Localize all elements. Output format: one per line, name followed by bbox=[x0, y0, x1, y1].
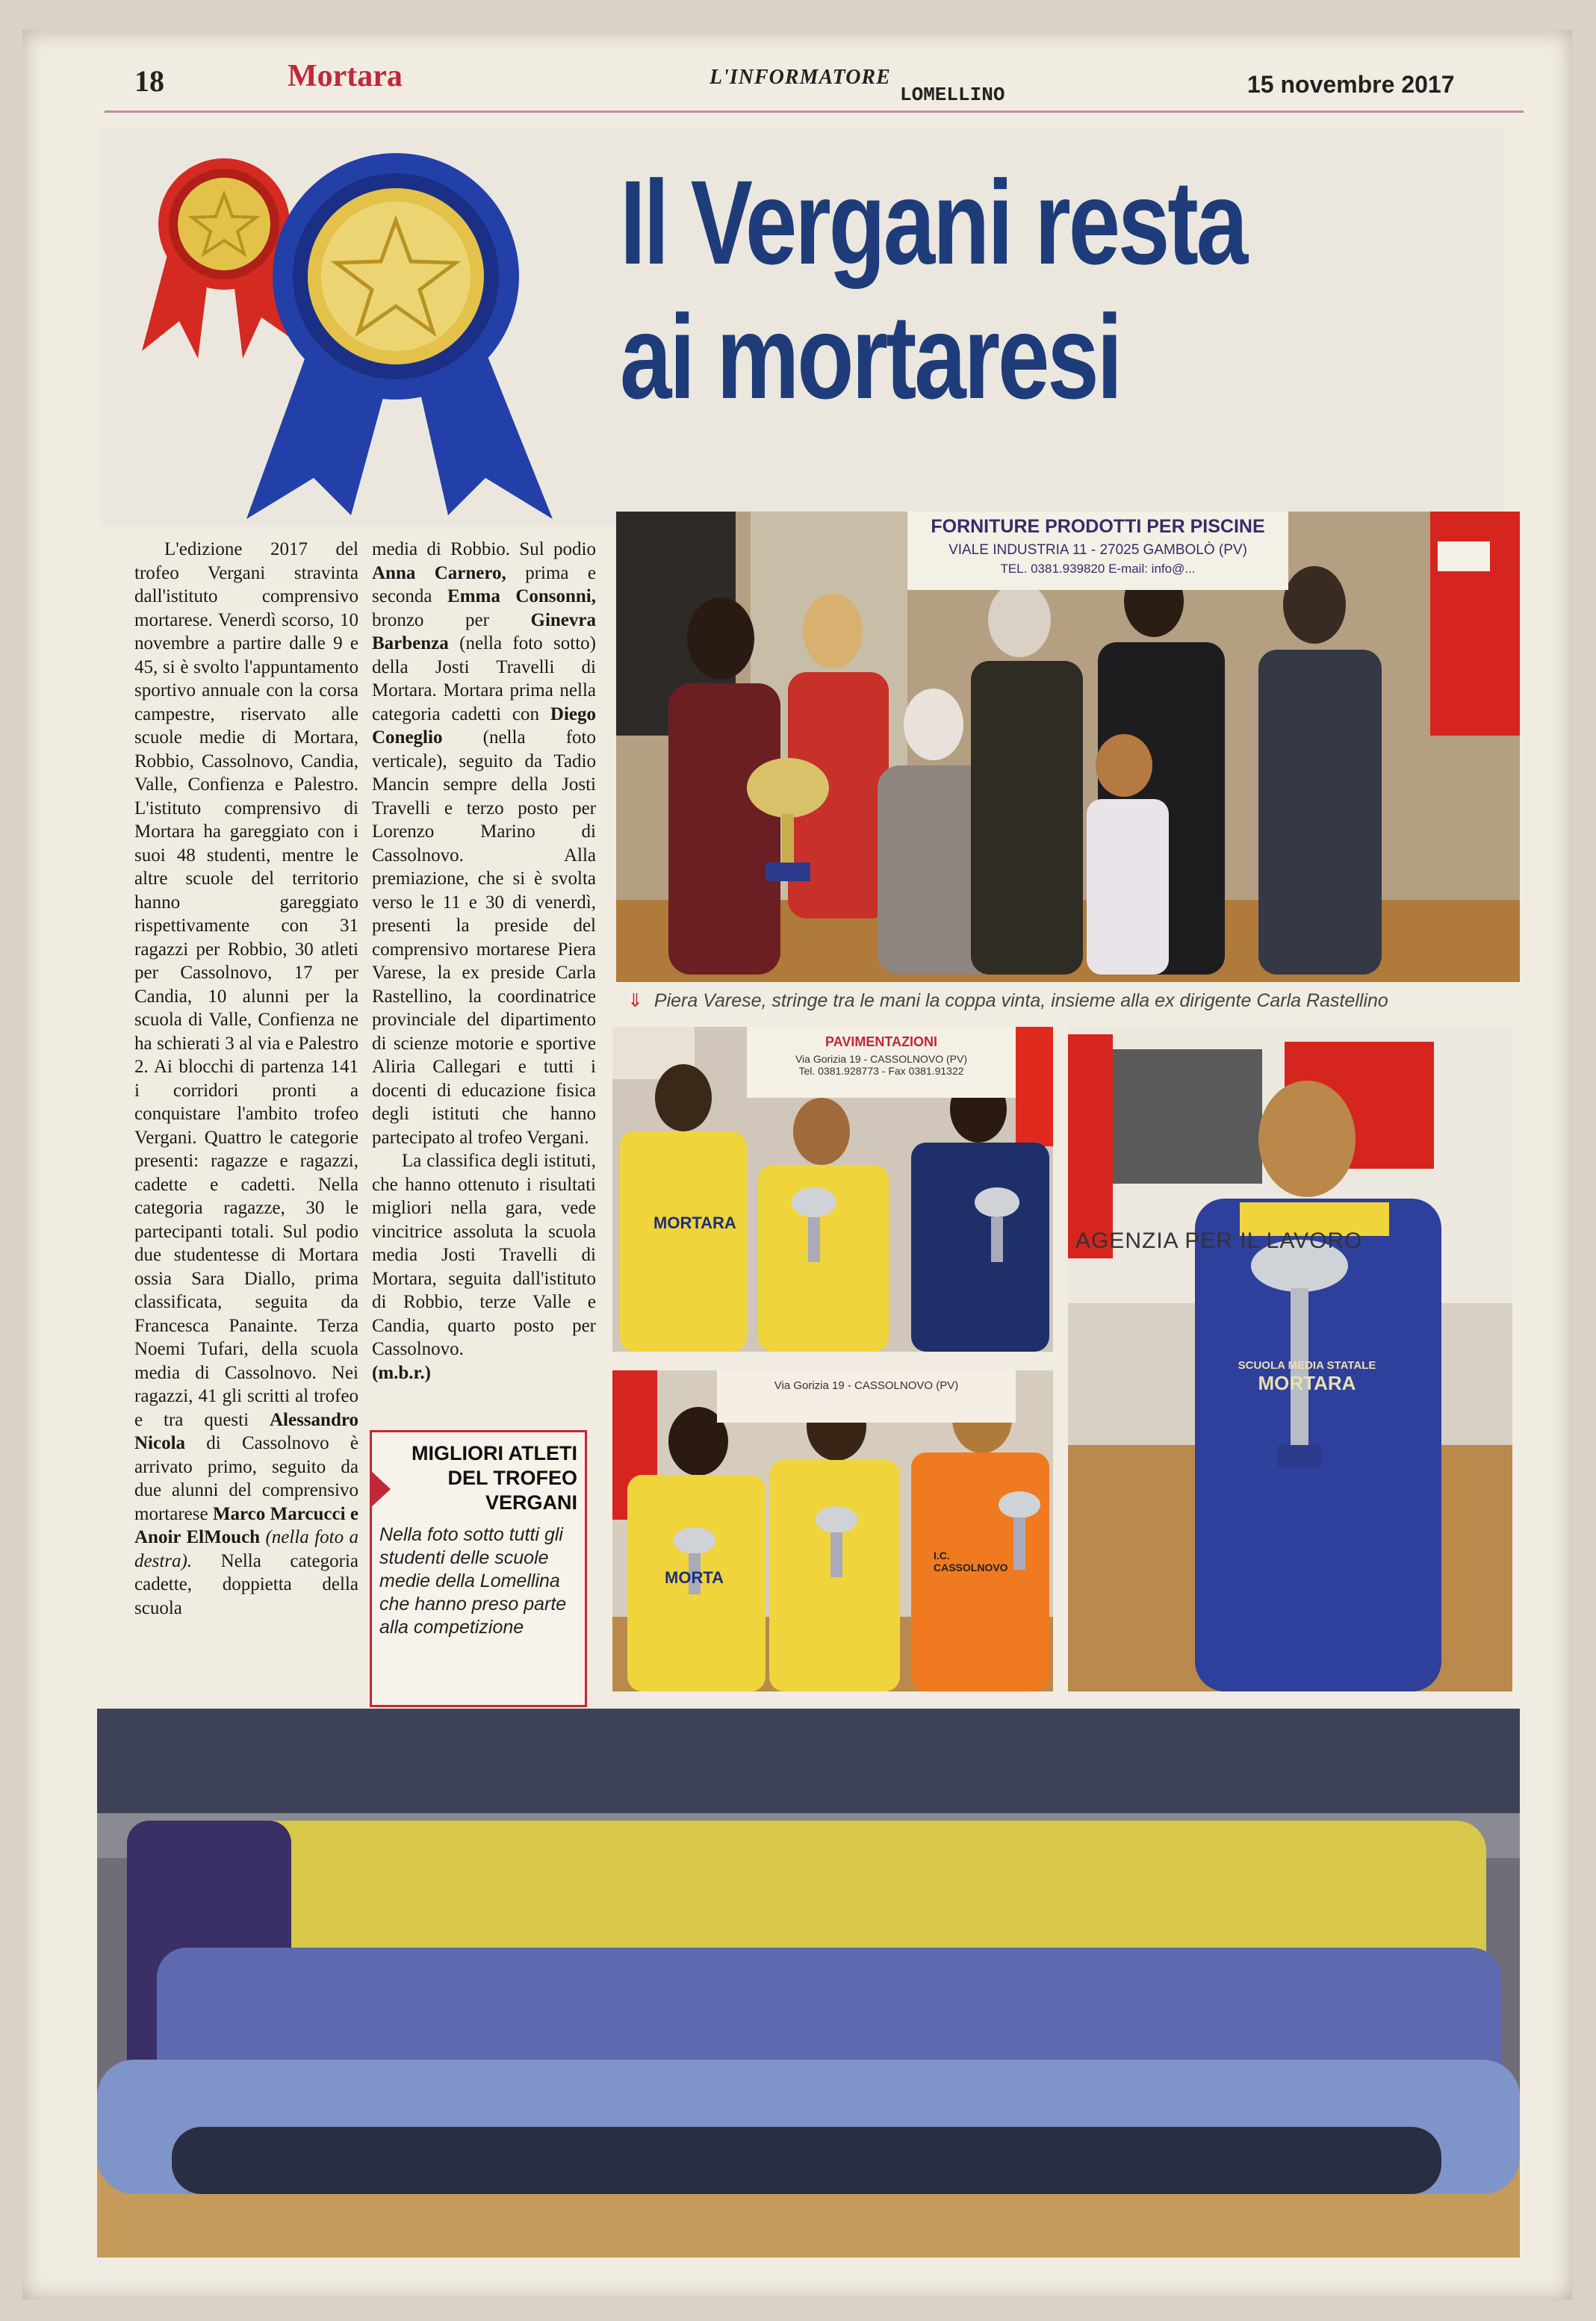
masthead-line2: LOMELLINO bbox=[900, 84, 1005, 106]
photo-boys-podium bbox=[612, 1370, 1053, 1691]
newspaper-page bbox=[22, 30, 1572, 2300]
jersey-text: I.C. CASSOLNOVO bbox=[934, 1550, 1008, 1573]
award-ribbons-illustration bbox=[97, 127, 605, 530]
sponsor-banner: Via Gorizia 19 - CASSOLNOVO (PV) bbox=[717, 1370, 1016, 1423]
article-col1-text3: Nella categoria cadette, doppietta della scuola bbox=[134, 1550, 358, 1618]
jersey-text: MORTARA bbox=[653, 1214, 736, 1232]
photo-award-ceremony bbox=[616, 512, 1520, 982]
article-col1-text2: di Cassolnovo è arrivato primo, seguito da due alunni del comprensivo mortarese bbox=[134, 1433, 359, 1524]
article-column-2 bbox=[372, 538, 596, 1385]
article-col2-text3: bronzo per bbox=[372, 609, 489, 630]
sidebar-text: Nella foto sotto tutti gli studenti delle scuole medie della Lomellina che hanno preso parte alla competizione bbox=[379, 1524, 567, 1638]
athlete-name: Anna Carnero, bbox=[372, 562, 506, 583]
large-blue-rosette-icon bbox=[246, 153, 553, 519]
athlete-name: Alessandro Nicola bbox=[134, 1409, 358, 1453]
page-header bbox=[22, 30, 1572, 119]
headline-line1: Il Vergani resta bbox=[620, 155, 1246, 289]
article-col2-text1: media di Robbio. Sul podio bbox=[372, 539, 596, 559]
jersey-line2: MORTARA bbox=[1258, 1372, 1356, 1394]
athlete-name: Ginevra Barbenza bbox=[372, 609, 596, 653]
article-col1-text: L'edizione 2017 del trofeo Vergani stravinta dall'istituto comprensivo mortarese. Venerdì scorso, 10 novembre a partire dalle 9 e 45, si è svolto l'appuntamento sportivo annuale con la corsa campestre, riservato alle scuole medie di Mortara, Robbio, Cassolnovo, Candia, Valle, Confienza e Palestro. L'istituto comprensivo di Mortara ha gareggiato con i suoi 48 studenti, mentre le altre scuole del territorio hanno gareggiato rispettivamente con 31 ragazzi per Robbio, 30 atleti per Cassolnovo, 17 per Candia, 10 alunni per la scuola di Valle, Confienza ne ha schierati 3 al via e Palestro 2. Ai blocchi di partenza 141 i corridori pronti a conquistare l'ambito trofeo Vergani. Quattro le categorie presenti: ragazze e ragazzi, cadette e cadetti. Nella categoria ragazze, 30 le partecipanti totali. Sul podio due studentesse di Mortara ossia Sara Diallo, prima classificata, seguita da Francesca Panainte. Terza Noemi Tufari, della scuola media di Cassolnovo. Nei ragazzi, 41 gli scritti al trofeo e tra questi bbox=[134, 539, 358, 1430]
banner-line2: VIALE INDUSTRIA 11 - 27025 GAMBOLÒ (PV) bbox=[948, 542, 1247, 558]
sidebar-title: MIGLIORI ATLETI DEL TROFEO VERGANI bbox=[412, 1442, 577, 1514]
article-column-1 bbox=[134, 538, 358, 1620]
background-sign: AGENZIA PER IL LAVORO bbox=[1075, 1228, 1363, 1253]
athlete-name: Diego Coneglio bbox=[372, 703, 597, 748]
sponsor-banner bbox=[747, 1027, 1016, 1098]
article-col2-text4: (nella foto sotto) della Josti Travelli di Mortara. Mortara prima nella categoria cadetti con bbox=[372, 633, 596, 724]
photo-group-all-students bbox=[97, 1709, 1520, 2258]
sidebar-box bbox=[370, 1430, 587, 1707]
banner-line1: PAVIMENTAZIONI bbox=[825, 1034, 937, 1049]
banner-line3: Tel. 0381.928773 - Fax 0381.91322 bbox=[798, 1065, 964, 1077]
banner-line1: FORNITURE PRODOTTI PER PISCINE bbox=[931, 516, 1265, 537]
jersey-line1: SCUOLA MEDIA STATALE bbox=[1238, 1359, 1376, 1372]
sponsor-banner bbox=[907, 512, 1288, 590]
banner-line3: TEL. 0381.939820 E-mail: info@... bbox=[1000, 562, 1196, 576]
masthead-line1: L'INFORMATORE bbox=[709, 66, 891, 89]
banner-line2: Via Gorizia 19 - CASSOLNOVO (PV) bbox=[795, 1053, 968, 1065]
photo-caption-top bbox=[627, 989, 1509, 1012]
author-signature: (m.b.r.) bbox=[372, 1362, 431, 1383]
down-arrow-icon: ⇓ bbox=[627, 990, 643, 1011]
article-col2-text5: (nella foto verticale), seguito da Tadio Mancin sempre della Josti Travelli e terzo posto per Lorenzo Marino di Cassolnovo. Alla premiazione, che si è svolta verso le 11 e 30 di venerdì, presenti la preside del comprensivo mortarese Piera Varese, la ex preside Carla Rastellino, la coordinatrice provinciale del dipartimento di scienze motorie e sportive Aliria Callegari e tutti i docenti di educazione fisica degli istituti che hanno partecipato al trofeo Vergani. bbox=[372, 727, 597, 1148]
crowd-front-row bbox=[97, 2060, 1520, 2194]
page-number: 18 bbox=[134, 64, 164, 98]
article-headline bbox=[620, 155, 1307, 424]
athlete-names: Marco Marcucci e Anoir ElMouch bbox=[134, 1503, 358, 1547]
photo-girls-podium bbox=[612, 1027, 1053, 1352]
photo-vertical-cadet-winner bbox=[1068, 1027, 1512, 1691]
article-col2-text2: prima e seconda bbox=[372, 562, 596, 606]
header-rule bbox=[105, 111, 1524, 113]
caption-text: Piera Varese, stringe tra le mani la coppa vinta, insieme alla ex dirigente Carla Rastellino bbox=[653, 990, 1388, 1011]
article-col1-note: (nella foto a destra). bbox=[134, 1527, 358, 1571]
section-name: Mortara bbox=[288, 59, 403, 93]
article-col2-text6: La classifica degli istituti, che hanno ottenuto i risultati migliori nella gara, vede vincitrice assoluta la scuola media Josti Travelli di Mortara, seguita dall'istituto di Robbio, terze Valle e Candia, quarto posto per Cassolnovo. bbox=[372, 1151, 596, 1359]
jersey-text: MORTA bbox=[665, 1568, 724, 1587]
jersey-text bbox=[1217, 1359, 1397, 1395]
athlete-name: Emma Consonni, bbox=[447, 586, 597, 606]
issue-date: 15 novembre 2017 bbox=[1247, 71, 1455, 98]
headline-line2: ai mortaresi bbox=[620, 290, 1121, 423]
sidebar-marker-icon bbox=[370, 1470, 391, 1509]
